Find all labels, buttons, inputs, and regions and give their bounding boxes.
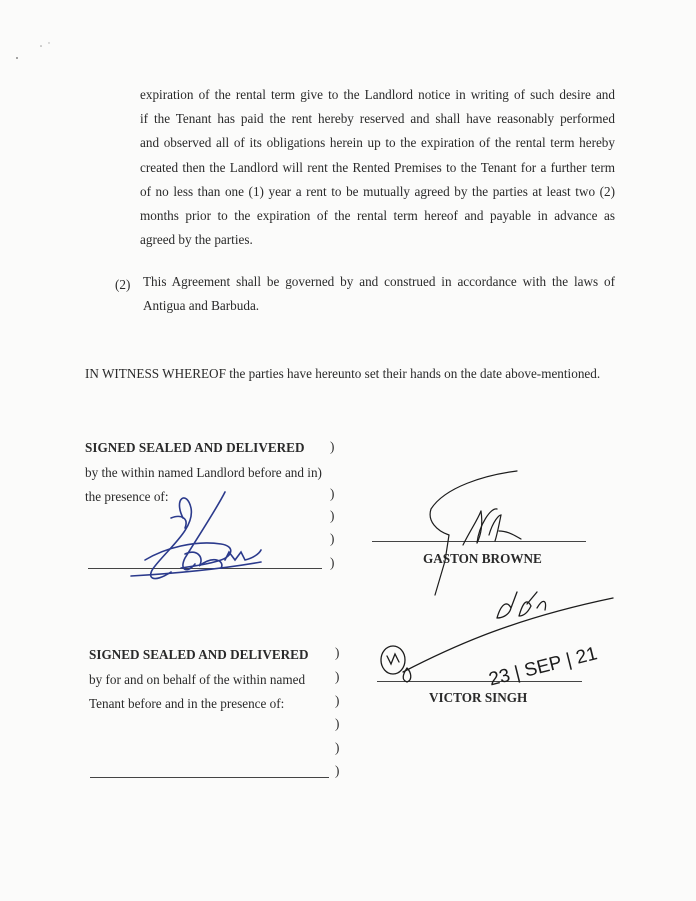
bracket-mark: ) <box>335 669 340 684</box>
bracket-mark: ) <box>330 439 335 454</box>
landlord-name: GASTON BROWNE <box>423 551 542 566</box>
clause-1-line: created then the Landlord will rent the Rented Premises to the Tenant for a further term <box>140 159 615 175</box>
bracket-mark: ) <box>330 531 335 546</box>
scan-specks <box>15 40 57 62</box>
clause-1-line: months prior to the expiration of the rental term hereof and payable in advance as <box>140 208 615 224</box>
tenant-signature-with-date <box>377 588 622 691</box>
bracket-mark: ) <box>330 508 335 523</box>
handwritten-date: 23 | SEP | 21 <box>486 643 600 691</box>
landlord-heading: SIGNED SEALED AND DELIVERED <box>85 440 305 455</box>
bracket-mark: ) <box>335 645 340 660</box>
tenant-witness-signature-line <box>90 777 329 778</box>
clause-1-line: of no less than one (1) year a rent to be mutually agreed by the parties at least two (2) <box>140 183 615 199</box>
bracket-mark: ) <box>335 693 340 708</box>
in-witness-statement: IN WITNESS WHEREOF the parties have hereunto set their hands on the date above-mentioned. <box>85 366 601 381</box>
clause-2-line: Antigua and Barbuda. <box>143 298 260 314</box>
clause-1-text <box>140 83 615 252</box>
clause-1-line: agreed by the parties. <box>140 232 253 248</box>
clause-2-line: This Agreement shall be governed by and construed in accordance with the laws of <box>143 274 615 289</box>
tenant-attestation <box>89 643 308 717</box>
tenant-line-3: Tenant before and in the presence of: <box>89 696 285 711</box>
bracket-mark: ) <box>330 555 335 570</box>
tenant-heading: SIGNED SEALED AND DELIVERED <box>89 647 309 662</box>
bracket-mark: ) <box>335 740 340 755</box>
bracket-mark: ) <box>335 763 340 778</box>
clause-1-line: and observed all of its obligations herein up to the expiration of the rental term hereby <box>140 135 615 151</box>
tenant-name: VICTOR SINGH <box>429 690 528 705</box>
landlord-signature <box>425 465 585 600</box>
clause-2-text <box>143 270 615 318</box>
tenant-line-2: by for and on behalf of the within named <box>89 671 306 687</box>
blue-witness-signature <box>125 488 265 588</box>
clause-1-line: expiration of the rental term give to the Landlord notice in writing of such desire and <box>140 87 615 102</box>
bracket-mark: ) <box>330 486 335 501</box>
clause-1-line: if the Tenant has paid the rent hereby reserved and shall have reasonably performed <box>140 111 615 127</box>
bracket-mark: ) <box>335 716 340 731</box>
landlord-line-3: the presence of: <box>85 489 169 504</box>
clause-2-number: (2) <box>115 277 131 292</box>
landlord-line-2: by the within named Landlord before and in) <box>85 464 322 480</box>
